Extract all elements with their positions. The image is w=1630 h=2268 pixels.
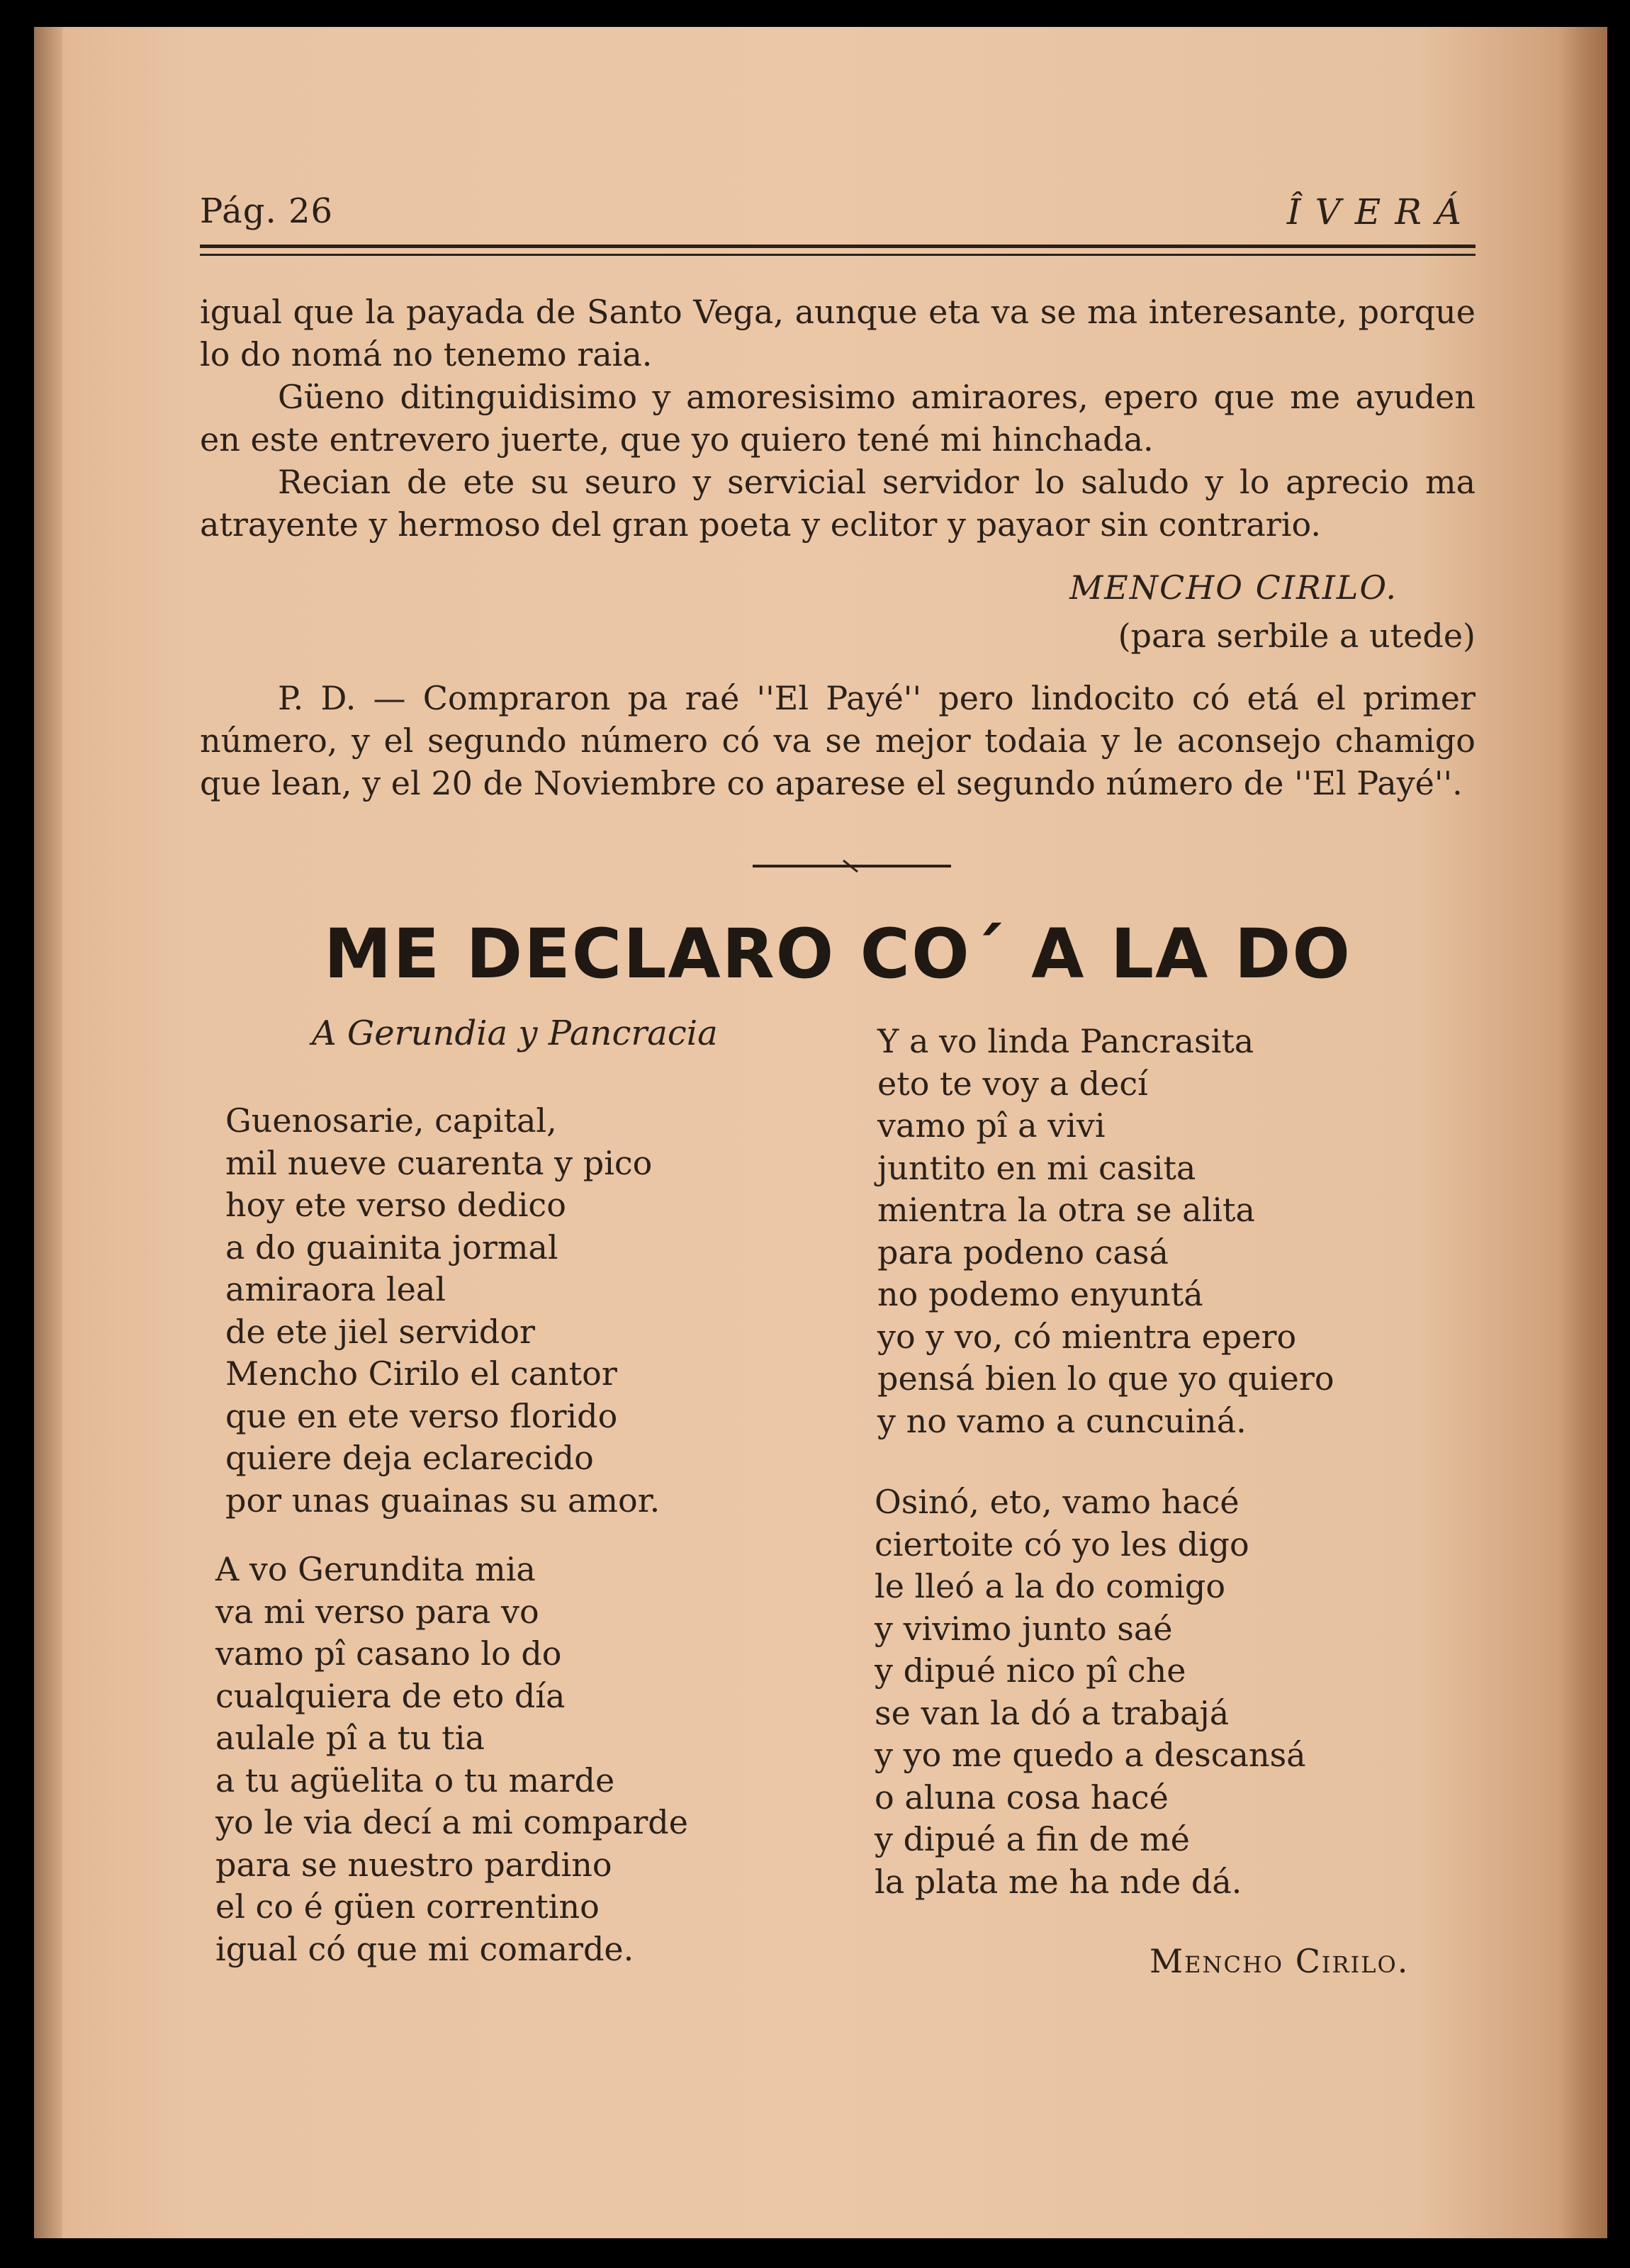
verse-line: quiere deja eclarecido xyxy=(225,1439,594,1477)
verse-line: y dipué a fin de mé xyxy=(875,1820,1190,1858)
page-number: Pág. 26 xyxy=(200,191,334,231)
verse-line: va mi verso para vo xyxy=(215,1592,539,1631)
verse-line: vamo pî a vivi xyxy=(877,1106,1106,1145)
verse-line: y vivimo junto saé xyxy=(875,1609,1173,1648)
verse-line: por unas guainas su amor. xyxy=(225,1481,661,1520)
verse-line: eto te voy a decí xyxy=(877,1064,1148,1103)
header-rule-thick xyxy=(200,245,1476,248)
poem-title: ME DECLARO CO´ A LA DO xyxy=(323,914,1352,994)
letter-paragraph: igual que la payada de Santo Vega, aunque eta va se ma interesante, porque lo do nomá no tenemo raia. xyxy=(200,293,1476,374)
verse-line: la plata me ha nde dá. xyxy=(875,1862,1242,1901)
verse-line: de ete jiel servidor xyxy=(225,1312,536,1351)
letter-paragraph: Recian de ete su seuro y servicial servidor lo saludo y lo aprecio ma atrayente y hermoso del gran poeta y eclitor y payaor sin contrario. xyxy=(200,463,1476,544)
verse-line: y dipué nico pî che xyxy=(875,1651,1186,1690)
verse-line: ciertoite có yo les digo xyxy=(875,1525,1249,1564)
poem-signature: Mencho Cirilo. xyxy=(1150,1942,1410,1980)
letter-signature xyxy=(200,563,1476,660)
divider-ornament xyxy=(753,856,951,877)
postscript-text: P. D. — Compraron pa raé ''El Payé'' pero lindocito có etá el primer número, y el segundo número có va se mejor todaia y le aconsejo chamigo que lean, y el 20 de Noviembre co aparese el segundo número de ''El Payé''. xyxy=(200,679,1476,802)
poem-stanza-3 xyxy=(877,1021,1334,1442)
postscript xyxy=(200,677,1476,804)
verse-line: a do guainita jormal xyxy=(225,1228,558,1267)
binding-edge xyxy=(34,27,62,2238)
verse-line: le lleó a la do comigo xyxy=(875,1567,1226,1605)
verse-line: o aluna cosa hacé xyxy=(875,1778,1169,1817)
running-header xyxy=(200,191,1476,241)
verse-line: A vo Gerundita mia xyxy=(215,1550,536,1588)
verse-line: el co é güen correntino xyxy=(215,1887,600,1926)
verse-line: juntito en mi casita xyxy=(877,1148,1196,1187)
header-rule-thin xyxy=(200,254,1476,256)
verse-line: pensá bien lo que yo quiero xyxy=(877,1359,1334,1398)
verse-line: vamo pî casano lo do xyxy=(215,1634,562,1673)
verse-line: mil nueve cuarenta y pico xyxy=(225,1143,653,1182)
signature-note: (para serbile a utede) xyxy=(1118,617,1476,655)
verse-line: y yo me quedo a descansá xyxy=(875,1736,1306,1774)
poem-stanza-2 xyxy=(215,1549,688,1970)
letter-paragraph: Güeno ditinguidisimo y amoresisimo amiraores, epero que me ayuden en este entrevero juerte, que yo quiero tené mi hinchada. xyxy=(200,378,1476,459)
poem-stanza-1 xyxy=(225,1100,660,1522)
verse-line: a tu agüelita o tu marde xyxy=(215,1761,615,1800)
verse-line: hoy ete verso dedico xyxy=(225,1186,566,1224)
verse-line: amiraora leal xyxy=(225,1270,446,1308)
verse-line: no podemo enyuntá xyxy=(877,1275,1203,1313)
verse-line: Guenosarie, capital, xyxy=(225,1101,557,1140)
signature-name: MENCHO CIRILO. xyxy=(1069,568,1398,607)
poem-dedication: A Gerundia y Pancracia xyxy=(312,1014,718,1053)
verse-line: cualquiera de eto día xyxy=(215,1676,566,1715)
verse-line: para podeno casá xyxy=(877,1233,1169,1271)
verse-line: Osinó, eto, vamo hacé xyxy=(875,1483,1240,1521)
verse-line: Mencho Cirilo el cantor xyxy=(225,1354,617,1393)
verse-line: yo le via decí a mi comparde xyxy=(215,1803,688,1841)
letter-body xyxy=(200,291,1476,546)
verse-line: para se nuestro pardino xyxy=(215,1845,612,1884)
page-curl-shadow xyxy=(1558,27,1607,2238)
verse-line: aulale pî a tu tia xyxy=(215,1719,485,1757)
verse-line: igual có que mi comarde. xyxy=(215,1929,634,1968)
journal-title: ÎVERÁ xyxy=(1286,191,1476,232)
verse-line: mientra la otra se alita xyxy=(877,1191,1255,1229)
verse-line: y no vamo a cuncuiná. xyxy=(877,1401,1247,1440)
verse-line: Y a vo linda Pancrasita xyxy=(877,1022,1254,1060)
verse-line: se van la dó a trabajá xyxy=(875,1693,1230,1732)
verse-line: que en ete verso florido xyxy=(225,1396,618,1435)
verse-line: yo y vo, có mientra epero xyxy=(877,1317,1297,1356)
poem-stanza-4 xyxy=(875,1481,1306,1903)
